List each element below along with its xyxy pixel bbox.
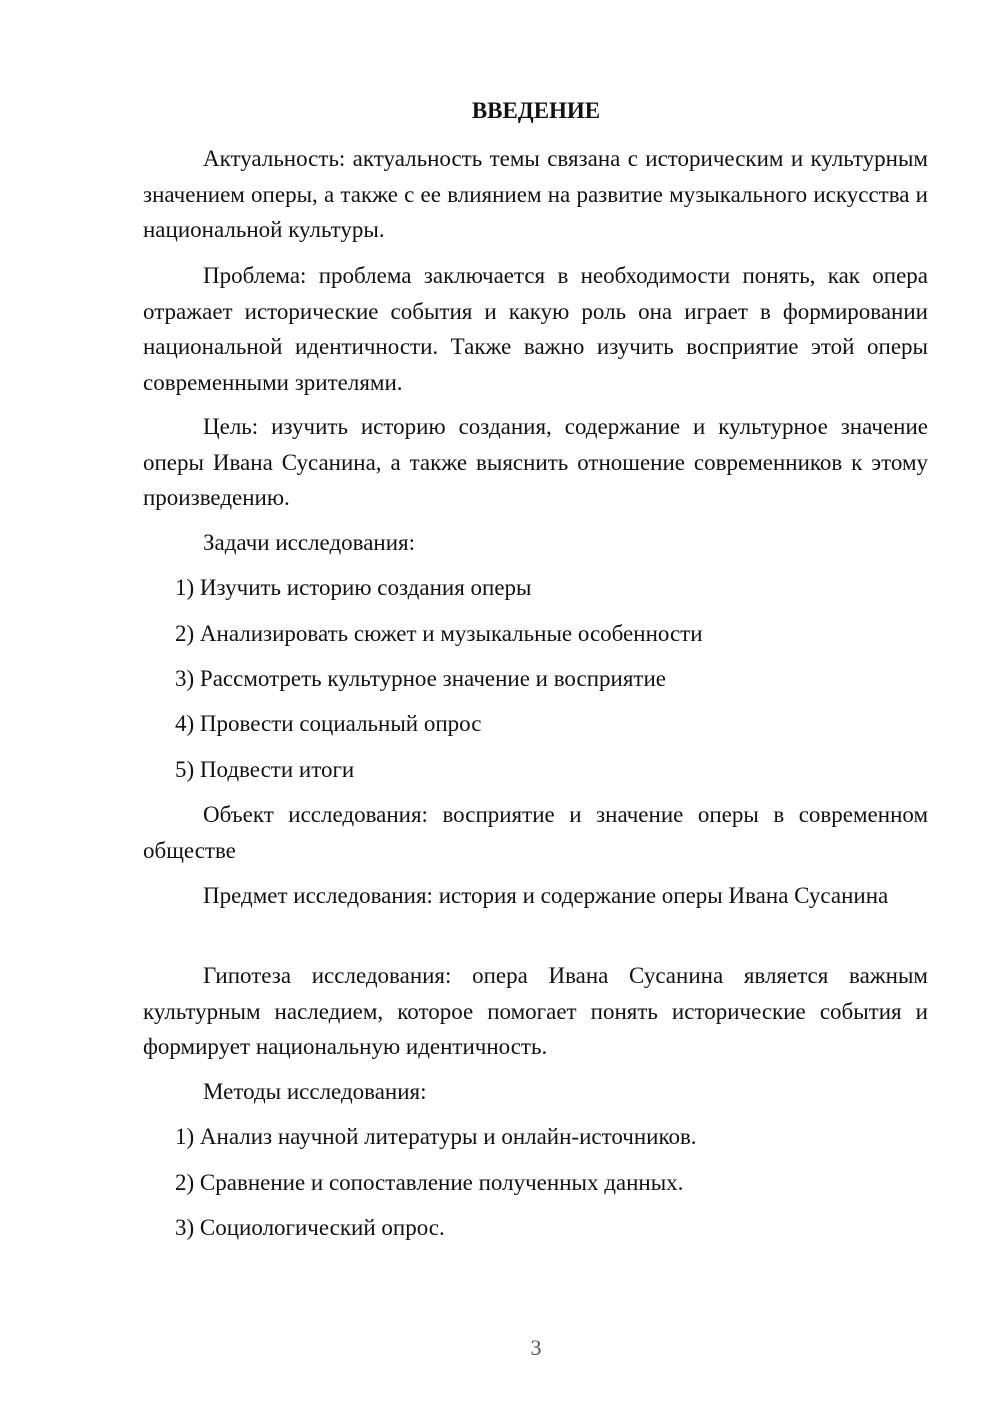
tasks-label: Задачи исследования: bbox=[203, 530, 416, 555]
task-item-5: 5) Подвести итоги bbox=[175, 757, 355, 782]
method-item-2: 2) Сравнение и сопоставление полученных данных. bbox=[175, 1170, 684, 1195]
methods-label: Методы исследования: bbox=[203, 1079, 427, 1104]
method-item-3: 3) Социологический опрос. bbox=[175, 1215, 445, 1240]
task-item-2: 2) Анализировать сюжет и музыкальные особенности bbox=[175, 621, 703, 646]
goal-paragraph: Цель: изучить историю создания, содержание и культурное значение оперы Ивана Сусанина, а также выяснить отношение современников к этому произведению. bbox=[143, 414, 928, 510]
problem-paragraph: Проблема: проблема заключается в необходимости понять, как опера отражает исторические события и какую роль она играет в формировании национальной идентичности. Также важно изучить восприятие этой оперы современными зрителями. bbox=[143, 263, 928, 395]
relevance-paragraph: Актуальность: актуальность темы связана с историческим и культурным значением оперы, а также с ее влиянием на развитие музыкального искусства и национальной культуры. bbox=[143, 146, 928, 242]
subject-paragraph: Предмет исследования: история и содержание оперы Ивана Сусанина bbox=[203, 883, 889, 908]
task-item-1: 1) Изучить историю создания оперы bbox=[175, 575, 532, 600]
hypothesis-paragraph: Гипотеза исследования: опера Ивана Сусанина является важным культурным наследием, которое помогает понять исторические события и формирует национальную идентичность. bbox=[143, 963, 928, 1059]
page-title: ВВЕДЕНИЕ bbox=[471, 98, 601, 123]
task-item-3: 3) Рассмотреть культурное значение и восприятие bbox=[175, 666, 666, 691]
object-paragraph: Объект исследования: восприятие и значение оперы в современном обществе bbox=[143, 802, 928, 863]
method-item-1: 1) Анализ научной литературы и онлайн-источников. bbox=[175, 1124, 697, 1149]
page-number: 3 bbox=[530, 1335, 542, 1360]
task-item-4: 4) Провести социальный опрос bbox=[175, 711, 482, 736]
